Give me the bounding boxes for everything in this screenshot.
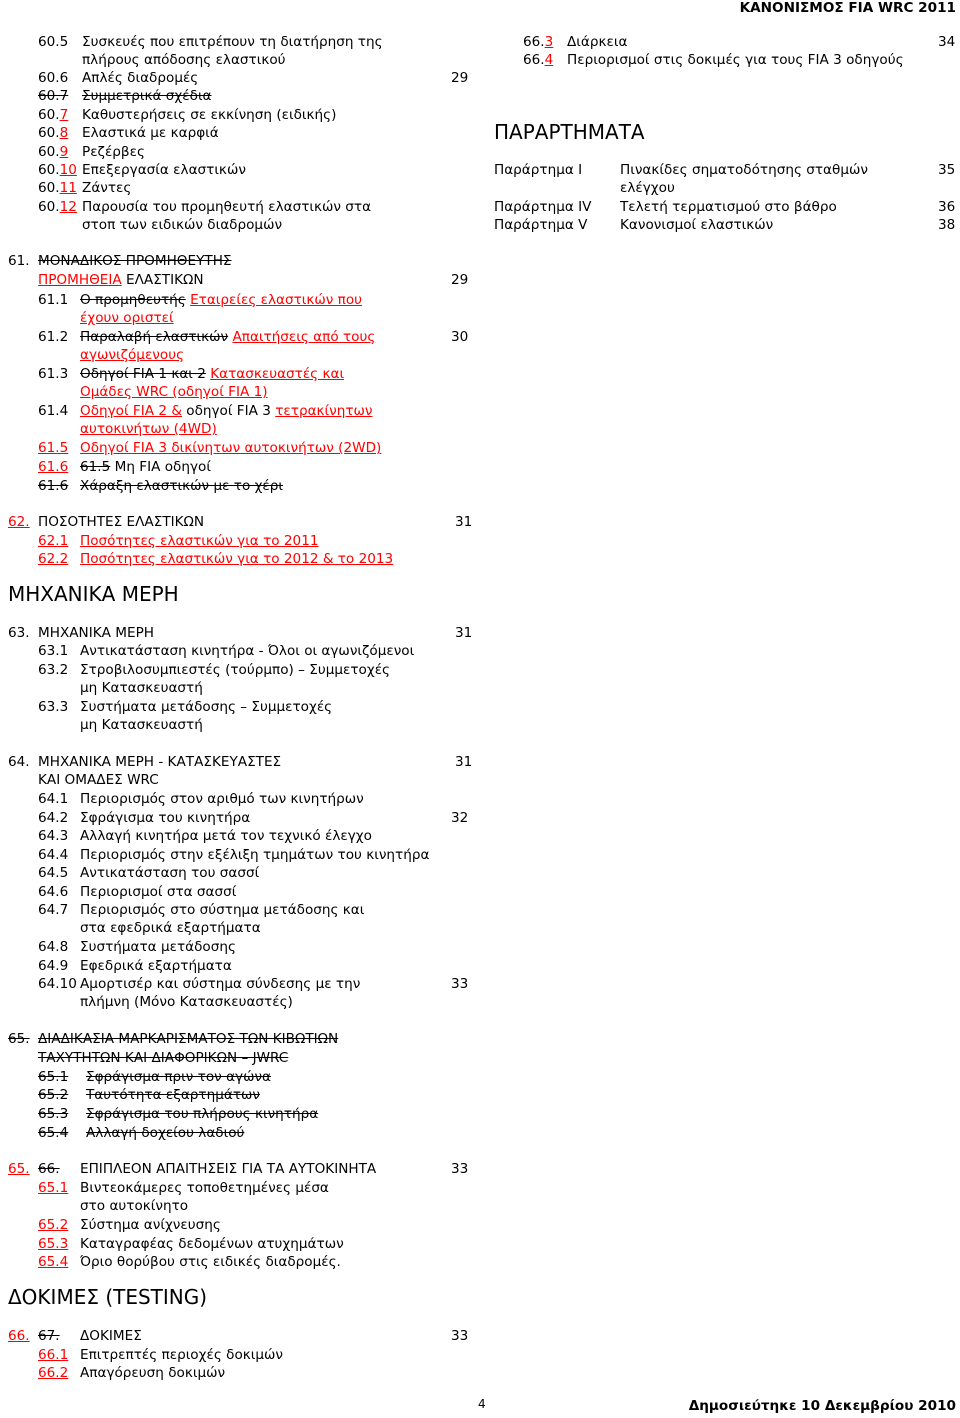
toc-text: Αντικατάσταση του σασσί (80, 865, 260, 881)
toc-num: 60.10 (38, 162, 77, 178)
toc-num: 65.2 (38, 1217, 69, 1233)
toc-text: Καταγραφέας δεδομένων ατυχημάτων (80, 1236, 344, 1252)
toc-text: Απαγόρευση δοκιμών (80, 1365, 226, 1381)
toc-text: Περιορισμός στον αριθμό των κινητήρων (80, 791, 364, 807)
toc-text: Οδηγοί FIA 1 και 2 Κατασκευαστές και (80, 366, 345, 382)
toc-text: Αμορτισέρ και σύστημα σύνδεσης με την (80, 976, 361, 992)
toc-text: Στροβιλοσυμπιεστές (τούρμπο) – Συμμετοχές (80, 662, 391, 678)
toc-num: 66.4 (523, 52, 554, 68)
toc-text-cont: έχουν οριστεί (80, 310, 174, 326)
annex-text: Τελετή τερματισμού στο βάθρο (620, 199, 837, 215)
toc-text: Παρουσία του προμηθευτή ελαστικών στα (82, 199, 372, 215)
toc-num: 65.1 (38, 1180, 69, 1196)
toc-text: Ο προμηθευτής Εταιρείες ελαστικών που (80, 292, 363, 308)
toc-text: Συστήματα μετάδοσης – Συμμετοχές (80, 699, 333, 715)
toc-num: 64.3 (38, 828, 69, 844)
annex-label: Παράρτημα V (494, 217, 588, 233)
toc-num: 62.2 (38, 551, 69, 567)
toc-num: 61.6 (38, 459, 69, 475)
toc-page: 33 (451, 976, 469, 992)
toc-text: Βιντεοκάμερες τοποθετημένες μέσα (80, 1180, 329, 1196)
toc-num-deleted: 65.3 (38, 1106, 69, 1122)
section-num: 61. (8, 253, 30, 269)
toc-text: Διάρκεια (567, 34, 628, 50)
section-title: ΜΗΧΑΝΙΚΑ ΜΕΡΗ (38, 625, 155, 641)
toc-text: Σύστημα ανίχνευσης (80, 1217, 221, 1233)
toc-text: Οδηγοί FIA 2 & οδηγοί FIA 3 τετρακίνητων (80, 403, 373, 419)
part-heading: ΔΟΚΙΜΕΣ (TESTING) (8, 1285, 208, 1309)
toc-page: 34 (938, 34, 956, 50)
toc-num-deleted: 61.6 (38, 478, 69, 494)
toc-text: Ελαστικά με καρφιά (82, 125, 219, 141)
toc-text: Καθυστερήσεις σε εκκίνηση (ειδικής) (82, 107, 337, 123)
annex-label: Παράρτημα IV (494, 199, 592, 215)
toc-text: Ποσότητες ελαστικών για το 2012 & το 2013 (80, 551, 394, 567)
section-num-deleted: 67. (38, 1328, 60, 1344)
annex-page: 35 (938, 162, 956, 178)
toc-num: 66.3 (523, 34, 554, 50)
toc-text: Όριο θορύβου στις ειδικές διαδρομές. (80, 1254, 341, 1270)
toc-page: 31 (455, 514, 473, 530)
toc-page: 33 (451, 1328, 469, 1344)
toc-num: 64.2 (38, 810, 69, 826)
section-title: ΕΠΙΠΛΕΟΝ ΑΠΑΙΤΗΣΕΙΣ ΓΙΑ ΤΑ ΑΥΤΟΚΙΝΗΤΑ (80, 1161, 377, 1177)
part-heading: ΜΗΧΑΝΙΚΑ ΜΕΡΗ (8, 582, 179, 606)
toc-text: Σφράγισμα του κινητήρα (80, 810, 251, 826)
toc-page: 30 (451, 329, 469, 345)
toc-num: 61.4 (38, 403, 69, 419)
section-num: 62. (8, 514, 30, 530)
annex-text-cont: ελέγχου (620, 180, 675, 196)
toc-num: 60.11 (38, 180, 77, 196)
section-num: 64. (8, 754, 30, 770)
toc-text-cont: στο αυτοκίνητο (80, 1198, 189, 1214)
section-title: ΜΗΧΑΝΙΚΑ ΜΕΡΗ - ΚΑΤΑΣΚΕΥΑΣΤΕΣ (38, 754, 282, 770)
annexes-heading: ΠΑΡΑΡΤΗΜΑΤΑ (494, 120, 645, 144)
annex-text: Πινακίδες σηματοδότησης σταθμών (620, 162, 868, 178)
toc-text: Συστήματα μετάδοσης (80, 939, 236, 955)
toc-text: Επεξεργασία ελαστικών (82, 162, 246, 178)
section-title: ΔΟΚΙΜΕΣ (80, 1328, 142, 1344)
toc-num: 64.1 (38, 791, 69, 807)
toc-page: 31 (455, 754, 473, 770)
toc-num: 60.5 (38, 34, 69, 50)
toc-num: 61.2 (38, 329, 69, 345)
toc-num: 64.4 (38, 847, 69, 863)
toc-page: 29 (451, 70, 469, 86)
toc-num: 64.10 (38, 976, 77, 992)
toc-text-deleted: Αλλαγή δοχείου λαδιού (86, 1125, 245, 1141)
toc-num-deleted: 65.4 (38, 1125, 69, 1141)
toc-num: 60.6 (38, 70, 69, 86)
toc-num: 63.3 (38, 699, 69, 715)
toc-num-deleted: 60.7 (38, 88, 69, 104)
annex-page: 36 (938, 199, 956, 215)
toc-text: Συσκευές που επιτρέπουν τη διατήρηση της (82, 34, 383, 50)
section-num: 66. (8, 1328, 30, 1344)
toc-text: Περιορισμοί στα σασσί (80, 884, 237, 900)
toc-text: Περιορισμός στην εξέλιξη τμημάτων του κινητήρα (80, 847, 430, 863)
toc-text: Εφεδρικά εξαρτήματα (80, 958, 232, 974)
toc-text: Ποσότητες ελαστικών για το 2011 (80, 533, 319, 549)
toc-page: 32 (451, 810, 469, 826)
toc-text-deleted: Σφράγισμα πριν τον αγώνα (86, 1069, 272, 1085)
section-num: 65. (8, 1161, 30, 1177)
toc-num: 64.5 (38, 865, 69, 881)
toc-num: 63.2 (38, 662, 69, 678)
toc-text: Απλές διαδρομές (82, 70, 199, 86)
annex-page: 38 (938, 217, 956, 233)
toc-text-cont: πλήμνη (Μόνο Κατασκευαστές) (80, 994, 293, 1010)
section-title-deleted: ΤΑΧΥΤΗΤΩΝ ΚΑΙ ΔΙΑΦΟΡΙΚΩΝ – JWRC (38, 1050, 289, 1066)
toc-num: 63.1 (38, 643, 69, 659)
toc-num: 61.3 (38, 366, 69, 382)
toc-num: 65.4 (38, 1254, 69, 1270)
toc-text-cont: μη Κατασκευαστή (80, 717, 203, 733)
toc-text: Ζάντες (82, 180, 132, 196)
section-title-deleted: ΔΙΑΔΙΚΑΣΙΑ ΜΑΡΚΑΡΙΣΜΑΤΟΣ ΤΩΝ ΚΙΒΩΤΙΩΝ (38, 1031, 339, 1047)
toc-num: 66.1 (38, 1347, 69, 1363)
section-title-deleted: ΜΟΝΑΔΙΚΟΣ ΠΡΟΜΗΘΕΥΤΗΣ (38, 253, 232, 269)
toc-text-cont: Ομάδες WRC (οδηγοί FIA 1) (80, 384, 268, 400)
toc-text-deleted: Ταυτότητα εξαρτημάτων (86, 1087, 260, 1103)
toc-num: 66.2 (38, 1365, 69, 1381)
section-num-deleted: 66. (38, 1161, 60, 1177)
toc-page: 29 (451, 272, 469, 288)
toc-page: 33 (451, 1161, 469, 1177)
toc-text-deleted: Σφράγισμα του πλήρους κινητήρα (86, 1106, 319, 1122)
toc-num: 64.6 (38, 884, 69, 900)
toc-num: 60.12 (38, 199, 77, 215)
toc-num: 64.8 (38, 939, 69, 955)
toc-text: Αντικατάσταση κινητήρα - Όλοι οι αγωνιζόμενοι (80, 643, 415, 659)
toc-text: Επιτρεπτές περιοχές δοκιμών (80, 1347, 283, 1363)
toc-num: 60.9 (38, 144, 69, 160)
toc-num: 60.8 (38, 125, 69, 141)
toc-text-cont: μη Κατασκευαστή (80, 680, 203, 696)
toc-num: 61.5 (38, 440, 69, 456)
toc-num: 61.1 (38, 292, 69, 308)
toc-num: 60.7 (38, 107, 69, 123)
toc-num: 65.3 (38, 1236, 69, 1252)
toc-text: Παραλαβή ελαστικών Απαιτήσεις από τους (80, 329, 376, 345)
annex-label: Παράρτημα I (494, 162, 583, 178)
section-title: ΠΟΣΟΤΗΤΕΣ ΕΛΑΣΤΙΚΩΝ (38, 514, 205, 530)
toc-page: 31 (455, 625, 473, 641)
section-num: 63. (8, 625, 30, 641)
toc-text-cont: αγωνιζόμενους (80, 347, 185, 363)
toc-text-cont: στοπ των ειδικών διαδρομών (82, 217, 283, 233)
toc-num-deleted: 65.2 (38, 1087, 69, 1103)
toc-text: 61.5 Μη FIA οδηγοί (80, 459, 211, 475)
toc-text-cont: στα εφεδρικά εξαρτήματα (80, 920, 261, 936)
toc-text: Ρεζέρβες (82, 144, 145, 160)
toc-num: 62.1 (38, 533, 69, 549)
toc-text: Περιορισμοί στις δοκιμές για τους FIA 3 οδηγούς (567, 52, 904, 68)
toc-text-deleted: Συμμετρικά σχέδια (82, 88, 212, 104)
toc-num: 64.7 (38, 902, 69, 918)
toc-num: 64.9 (38, 958, 69, 974)
document-header: ΚΑΝΟΝΙΣΜΟΣ FIA WRC 2011 (739, 0, 956, 16)
section-title: ΠΡΟΜΗΘΕΙΑ ΕΛΑΣΤΙΚΩΝ (38, 272, 204, 288)
section-title-cont: ΚΑΙ ΟΜΑΔΕΣ WRC (38, 772, 159, 788)
toc-text: Οδηγοί FIA 3 δικίνητων αυτοκινήτων (2WD) (80, 440, 382, 456)
toc-text: Αλλαγή κινητήρα μετά τον τεχνικό έλεγχο (80, 828, 372, 844)
toc-num-deleted: 65.1 (38, 1069, 69, 1085)
toc-text-cont: αυτοκινήτων (4WD) (80, 421, 217, 437)
page-number: 4 (478, 1397, 486, 1411)
toc-text-cont: πλήρους απόδοσης ελαστικού (82, 52, 286, 68)
publication-date: Δημοσιεύτηκε 10 Δεκεμβρίου 2010 (688, 1398, 956, 1414)
section-num-deleted: 65. (8, 1031, 30, 1047)
toc-text-deleted: Χάραξη ελαστικών με το χέρι (80, 478, 284, 494)
annex-text: Κανονισμοί ελαστικών (620, 217, 774, 233)
toc-text: Περιορισμός στο σύστημα μετάδοσης και (80, 902, 365, 918)
